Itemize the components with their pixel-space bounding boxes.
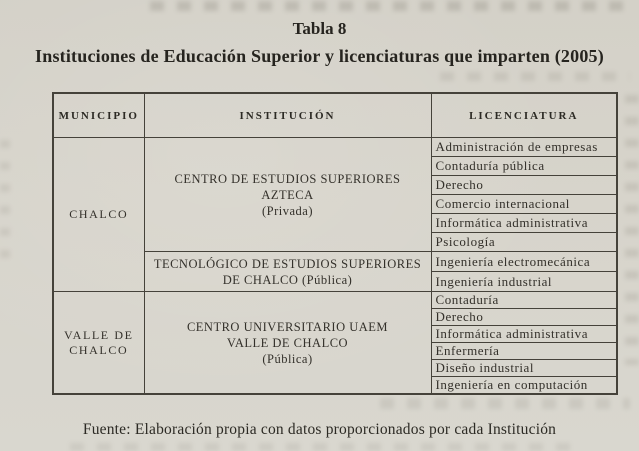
licenciatura-cell: Ingeniería industrial — [431, 272, 617, 292]
institution-name-line: VALLE DE CHALCO — [226, 335, 349, 350]
col-header-licenciatura: LICENCIATURA — [431, 93, 617, 138]
source-note: Fuente: Elaboración propia con datos proporcionados por cada Institución — [82, 421, 557, 438]
licenciatura-cell: Administración de empresas — [431, 138, 617, 157]
licenciatura-cell: Informática administrativa — [431, 326, 617, 343]
municipio-cell-valle-de-chalco — [53, 292, 144, 395]
licenciatura-cell: Derecho — [431, 309, 617, 326]
title-block — [0, 0, 639, 67]
municipio-cell-chalco: CHALCO — [53, 138, 144, 292]
institution-name-line: CENTRO UNIVERSITARIO UAEM — [186, 319, 389, 334]
municipio-name-line: CHALCO — [69, 342, 129, 357]
institution-cell-cesa — [144, 138, 431, 252]
scan-artifact — [440, 72, 630, 81]
institution-cell-cu-uaem — [144, 292, 431, 395]
institution-name-line: TECNOLÓGICO DE ESTUDIOS SUPERIORES — [153, 256, 422, 271]
instituciones-table — [52, 92, 618, 395]
licenciatura-cell: Ingeniería electromecánica — [431, 252, 617, 272]
licenciatura-cell: Informática administrativa — [431, 214, 617, 233]
table-row — [53, 292, 617, 309]
scan-artifact — [380, 398, 630, 409]
licenciatura-cell: Contaduría pública — [431, 157, 617, 176]
table-row — [53, 138, 617, 157]
scan-artifact — [625, 95, 639, 365]
institution-cell-tesch — [144, 252, 431, 292]
col-header-municipio: MUNICIPIO — [53, 93, 144, 138]
header-row — [53, 93, 617, 138]
licenciatura-cell: Diseño industrial — [431, 360, 617, 377]
municipio-name-line: VALLE DE — [63, 327, 134, 342]
scan-artifact — [70, 443, 570, 451]
licenciatura-cell: Psicología — [431, 233, 617, 252]
licenciatura-cell: Comercio internacional — [431, 195, 617, 214]
licenciatura-cell: Derecho — [431, 176, 617, 195]
institution-name-line: AZTECA — [261, 187, 314, 202]
institution-name-line: CENTRO DE ESTUDIOS SUPERIORES — [174, 171, 401, 186]
col-header-institucion: INSTITUCIÓN — [144, 93, 431, 138]
institution-regime-line: (Pública) — [262, 351, 313, 366]
table-subtitle: Instituciones de Educación Superior y licenciaturas que imparten (2005) — [35, 46, 604, 66]
licenciatura-cell: Ingeniería en computación — [431, 377, 617, 395]
licenciatura-cell: Enfermería — [431, 343, 617, 360]
institution-name-line: DE CHALCO (Pública) — [222, 272, 353, 287]
licenciatura-cell: Contaduría — [431, 292, 617, 309]
scan-artifact — [0, 140, 10, 270]
table-number-title: Tabla 8 — [292, 19, 347, 38]
institution-regime-line: (Privada) — [261, 203, 313, 218]
